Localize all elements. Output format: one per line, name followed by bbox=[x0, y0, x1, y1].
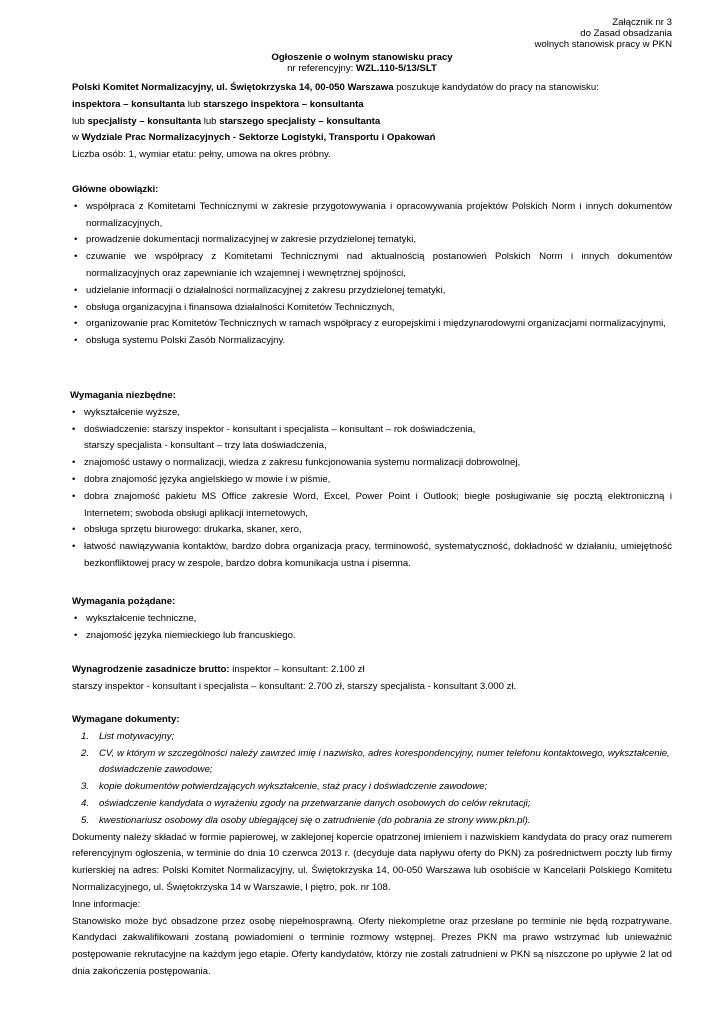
list-item: • obsługa systemu Polski Zasób Normalizacyjny. bbox=[72, 333, 672, 350]
item-text: CV, w którym w szczególności należy zawrzeć imię i nazwisko, adres korespondencyjny, numer telefonu kontaktowego, wykształcenie, doświadczenie zawodowe; bbox=[99, 747, 670, 776]
position-1: inspektora – konsultanta bbox=[72, 98, 186, 110]
department: Wydziale Prac Normalizacyjnych - Sektorze Logistyki, Transportu i Opakowań bbox=[81, 132, 436, 144]
list-item: • prowadzenie dokumentacji normalizacyjnej w zakresie przydzielonej tematyki, bbox=[72, 232, 672, 249]
list-item bbox=[70, 422, 672, 456]
list-item bbox=[72, 779, 672, 796]
list-item: • współpraca z Komitetami Technicznymi w zakresie przygotowywania i opracowywania projektów Polskich Norm i innych dokumentów normalizacyjnych, bbox=[72, 199, 672, 233]
list-item: • znajomość języka niemieckiego lub francuskiego. bbox=[72, 628, 672, 645]
list-item: • dobra znajomość języka angielskiego w mowie i w piśmie, bbox=[70, 472, 672, 489]
position-line-2 bbox=[72, 114, 672, 131]
list-item: • udzielanie informacji o działalności normalizacyjnej z zakresu przydzielonej tematyki, bbox=[72, 283, 672, 300]
or-3: lub bbox=[201, 115, 220, 127]
list-item bbox=[72, 796, 672, 813]
duties-section bbox=[72, 182, 672, 350]
list-item: • czuwanie we współpracy z Komitetami Technicznymi nad aktualnością postanowień Polskich Norm i innych dokumentów normalizacyjnych oraz zapewnianie ich wzajemnej i wewnętrznej spójności, bbox=[72, 249, 672, 283]
or-2: lub bbox=[72, 115, 88, 127]
list-item bbox=[72, 729, 672, 746]
list-item: • organizowanie prac Komitetów Technicznych w ramach współpracy z europejskimi i międzynarodowymi organizacjami normalizacyjnymi, bbox=[72, 316, 672, 333]
department-line bbox=[72, 130, 672, 147]
list-item bbox=[72, 813, 672, 830]
list-item: • wykształcenie techniczne, bbox=[72, 611, 672, 628]
list-item bbox=[72, 746, 672, 780]
dept-prefix: w bbox=[72, 132, 82, 144]
documents-section bbox=[72, 712, 672, 981]
reference-number: WZL.110-5/13/SLT bbox=[355, 63, 437, 74]
or-1: lub bbox=[185, 98, 204, 110]
item-text: kwestionariusz osobowy dla osoby ubiegającej się o zatrudnienie (do pobrania ze strony www.pkn.pl). bbox=[99, 814, 531, 826]
desired-heading: Wymagania pożądane: bbox=[72, 596, 176, 607]
list-item: • wykształcenie wyższe, bbox=[70, 405, 672, 422]
other-heading: Inne informacje: bbox=[72, 898, 141, 910]
salary-inspector: inspektor – konsultant: 2.100 zł bbox=[229, 664, 365, 675]
desired-list bbox=[72, 611, 672, 645]
list-item: • łatwość nawiązywania kontaktów, bardzo dobra organizacja pracy, terminowość, systematyczność, dokładność w działaniu, umiejętność bezkonfliktowej pracy w zespole, bardzo dobra komunikacja ustna i pisemna. bbox=[70, 539, 672, 573]
salary-line-1 bbox=[72, 662, 672, 679]
salary-line-2: starszy inspektor - konsultant i specjalista – konsultant: 2.700 zł, starszy specjalista - konsultant 3.000 zł. bbox=[72, 680, 517, 692]
position-line-1 bbox=[72, 97, 672, 114]
list-item: • znajomość ustawy o normalizacji, wiedza z zakresu funkcjonowania systemu normalizacji dobrowolnej, bbox=[70, 455, 672, 472]
experience-line-1: doświadczenie: starszy inspektor - konsultant i specjalista – konsultant – rok doświadczenia, bbox=[84, 423, 476, 435]
experience-line-2: starszy specjalista - konsultant – trzy lata doświadczenia, bbox=[84, 440, 327, 452]
org-rest: poszukuje kandydatów do pracy na stanowisku: bbox=[393, 82, 599, 93]
other-paragraph: Stanowisko może być obsadzone przez osobę niepełnosprawną. Oferty niekompletne oraz przesłane po terminie nie będą rozpatrywane. Kandydaci zakwalifikowani zostaną powiadomieni o terminie rozmowy wstępnej. Prezes PKN ma prawo wstrzymać lub unieważnić postępowanie rekrutacyjne na każdym jego etapie. Oferty kandydatów, którzy nie zostali zatrudnieni w PKN są niszczone po upływie 2 lat od dnia zakończenia postępowania. bbox=[72, 915, 672, 977]
persons-line: Liczba osób: 1, wymiar etatu: pełny, umowa na okres próbny. bbox=[72, 149, 331, 161]
annex-note bbox=[534, 17, 672, 50]
item-number: 3. bbox=[81, 781, 90, 793]
item-text: List motywacyjny; bbox=[99, 730, 175, 742]
annex-line-3: wolnych stanowisk pracy w PKN bbox=[534, 39, 672, 50]
item-number: 2. bbox=[81, 747, 90, 759]
list-item: • dobra znajomość pakietu MS Office zakresie Word, Excel, Power Point i Outlook; biegłe posługiwanie się pocztą elektroniczną i Internetem; swoboda obsługi aplikacji internetowych, bbox=[70, 489, 672, 523]
required-heading: Wymagania niezbędne: bbox=[70, 390, 176, 401]
position-3: specjalisty – konsultanta bbox=[87, 115, 202, 127]
documents-heading: Wymagane dokumenty: bbox=[72, 714, 180, 725]
list-item: • obsługa sprzętu biurowego: drukarka, skaner, xero, bbox=[70, 522, 672, 539]
annex-line-2: do Zasad obsadzania bbox=[580, 28, 672, 39]
desired-section bbox=[72, 594, 672, 644]
title-heading: Ogłoszenie o wolnym stanowisku pracy bbox=[271, 52, 453, 63]
list-item: • obsługa organizacyjna i finansowa działalności Komitetów Technicznych, bbox=[72, 300, 672, 317]
reference-line bbox=[0, 63, 724, 74]
org-name: Polski Komitet Normalizacyjny, ul. Świętokrzyska 14, 00-050 Warszawa bbox=[72, 82, 394, 93]
annex-line-1: Załącznik nr 3 bbox=[612, 17, 672, 28]
reference-label: nr referencyjny: bbox=[287, 63, 356, 74]
item-text: kopie dokumentów potwierdzających wykształcenie, staż pracy i doświadczenie zawodowe; bbox=[99, 781, 488, 793]
salary-label: Wynagrodzenie zasadnicze brutto: bbox=[72, 664, 230, 675]
required-list bbox=[70, 405, 672, 573]
item-number: 5. bbox=[81, 814, 90, 826]
position-4: starszego specjalisty – konsultanta bbox=[219, 115, 381, 127]
required-section bbox=[70, 388, 672, 573]
intro-org-line bbox=[72, 80, 672, 97]
document-title bbox=[0, 52, 724, 74]
submission-paragraph: Dokumenty należy składać w formie papierowej, w zaklejonej kopercie opatrzonej imieniem i nazwiskiem kandydata do pracy oraz numerem referencyjnym ogłoszenia, w terminie do dnia 10 czerwca 2013 r. (decyduje data napływu oferty do PKN) za pośrednictwem poczty lub firmy kurierskiej na adres: Polski Komitet Normalizacyjny, ul. Świętokrzyska 14, 00-050 Warszawa lub osobiście w Kancelarii Polskiego Komitetu Normalizacyjnego, ul. Świętokrzyska 14 w Warszawie, I piętro, pok. nr 108. bbox=[72, 831, 672, 893]
item-number: 4. bbox=[81, 797, 90, 809]
duties-heading: Główne obowiązki: bbox=[72, 184, 159, 195]
salary-section bbox=[72, 662, 672, 696]
item-text: oświadczenie kandydata o wyrażeniu zgody na przetwarzanie danych osobowych do celów rekrutacji; bbox=[99, 797, 531, 809]
position-2: starszego inspektora – konsultanta bbox=[203, 98, 364, 110]
documents-list bbox=[72, 729, 672, 830]
intro-section bbox=[72, 80, 672, 164]
item-number: 1. bbox=[81, 730, 90, 742]
duties-list bbox=[72, 199, 672, 350]
